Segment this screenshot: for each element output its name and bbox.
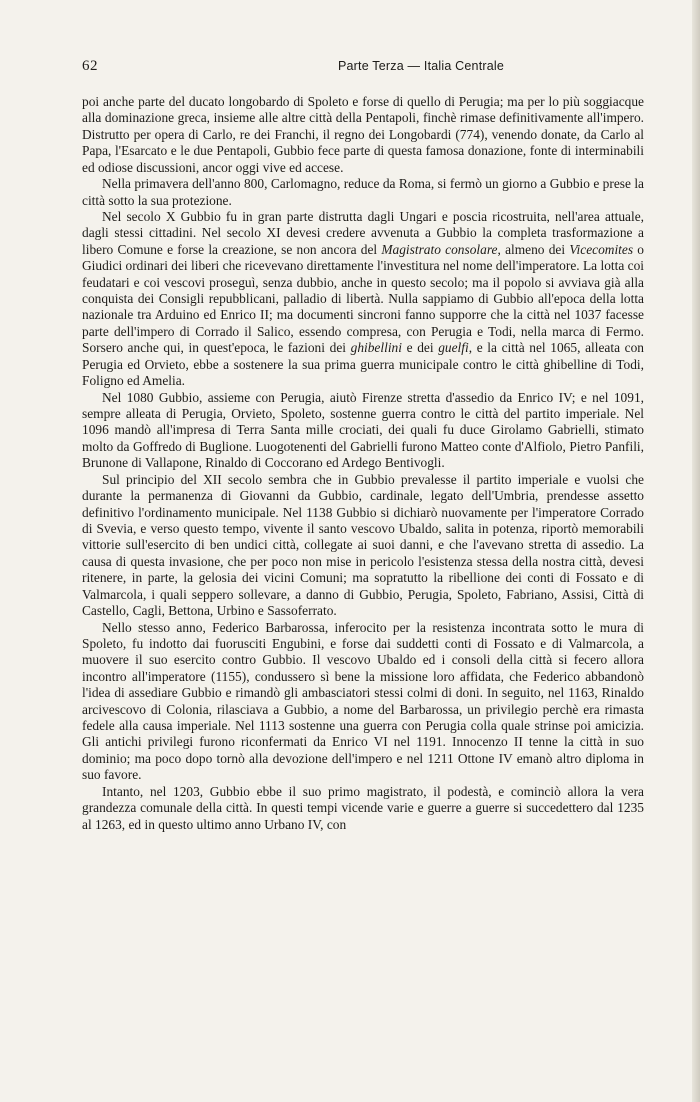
text-run: Nel 1080 Gubbio, assieme con Perugia, aiutò Firenze stretta d'assedio da Enrico IV; e nel 1091, sempre alleata di Perugia, Orvieto, Spoleto, sostenne guerra contro le città del partito imperiale. Nel 1096 mandò all'impresa di Terra Santa mille crociati, dei quali fu duce Girolamo Gabrielli, stimato molto da Goffredo di Buglione. Luogotenenti del Gabrielli furono Matteo conte d'Alfiolo, Pietro Panfili, Brunone di Vallapone, Rinaldo di Coccorano ed Ardego Bentivogli. [82, 389, 644, 471]
italic-text: Vicecomites [569, 241, 634, 257]
text-run: Nella primavera dell'anno 800, Carlomagno, reduce da Roma, si fermò un giorno a Gubbio e prese la città sotto la sua protezione. [82, 176, 644, 208]
text-run: Nello stesso anno, Federico Barbarossa, inferocito per la resistenza incontrata sotto le mura di Spoleto, fu indotto dai fuorusciti Engubini, e forse dai suddetti conti di Fossato e di Valmarcola, a muovere il suo esercito contro Gubbio. Il vescovo Ubaldo ed i consoli della città si fecero allora incontro all'imperatore (1155), condussero sì bene la missione loro affidata, che Federico abbandonò l'idea di assediare Gubbio e rimandò gli ambasciatori stessi colmi di doni. In seguito, nel 1163, Rinaldo arcivescovo di Colonia, rilasciava a Gubbio, a nome del Barbarossa, un privilegio perchè era rimasta fedele alla causa imperiale. Nel 1113 sostenne una guerra con Perugia colla quale strinse poi amicizia. Gli antichi privilegi furono riconfermati da Enrico VI nel 1191. Innocenzo II tenne la città in suo dominio; ma poco dopo tornò alla devozione dell'impero e nel 1211 Ottone IV emanò altro diploma in suo favore. [82, 619, 644, 783]
italic-text: Magistrato consolare [381, 241, 498, 257]
running-title: Parte Terza — Italia Centrale [337, 59, 505, 73]
text-run: o Giudici ordinari dei liberi che ricevevano direttamente l'investitura nel nome dell'imperatore. La lotta coi feudatari e coi vescovi proseguì, senza dubbio, anche in questo secolo; ma il popolo si avviava già alla conquista dei Consigli repubblicani, palladio di libertà. Nulla sappiamo di Gubbio all'epoca della lotta nazionale tra Arduino ed Enrico II; ma documenti sincroni fanno supporre che la città nel 1037 facesse parte dell'impero di Corrado il Salico, essendo compresa, con Perugia e Todi, nella marca di Fermo. Sorsero anche qui, in quest'epoca, le fazioni dei [82, 241, 645, 356]
italic-text: guelfi [438, 340, 469, 356]
running-head [82, 58, 650, 80]
paragraph [82, 176, 644, 209]
body-text [82, 94, 644, 833]
paragraph [82, 94, 644, 176]
paragraph [82, 620, 644, 784]
text-run: , almeno dei [497, 241, 570, 257]
text-run: Sul principio del XII secolo sembra che in Gubbio prevalesse il partito imperiale e vuolsi che durante la permanenza di Giovanni da Gubbio, cardinale, legato dell'Umbria, prendesse assetto definitivo l'ordinamento municipale. Nel 1138 Gubbio si dichiarò nuovamente per l'imperatore Corrado di Svevia, e verso questo tempo, vivente il santo vescovo Ubaldo, salita in potenza, riportò memorabili vittorie sull'esercito di ben undici città, collegate ai suoi danni, e che l'avevano stretta di assedio. La causa di questa invasione, che per poco non mise in pericolo l'esistenza stessa della nostra città, devesi ritenere, in parte, la gelosia dei vicini Comuni; ma sopratutto la ribellione dei conti di Fossato e di Valmarcola, i quali seppero sollevare, a danno di Gubbio, Perugia, Spoleto, Fabriano, Assisi, Città di Castello, Cagli, Bettona, Urbino e Sassoferrato. [82, 471, 644, 619]
text-run: , e la città nel 1065, alleata con Perugia ed Orvieto, ebbe a sostenere la sua prima guerra municipale contro le città ghibelline di Todi, Foligno ed Amelia. [82, 340, 644, 389]
text-run: poi anche parte del ducato longobardo di Spoleto e forse di quello di Perugia; ma per lo più soggiacque alla dominazione greca, insieme alle altre città della Pentapoli, finchè rimase definitivamente all'impero. Distrutto per opera di Carlo, re dei Franchi, il regno dei Longobardi (774), venendo donate, da Carlo al Papa, l'Esarcato e le due Pentapoli, Gubbio fece parte di questa famosa donazione, fonte di interminabili ed odiose discussioni, ancor oggi vive ed accese. [82, 94, 644, 175]
paragraph [82, 784, 644, 833]
page-number: 62 [82, 58, 98, 74]
text-run: Nel secolo X Gubbio fu in gran parte distrutta dagli Ungari e poscia ricostruita, nell'area attuale, dagli stessi cittadini. Nel secolo XI devesi credere avvenuta a Gubbio la completa trasformazione a libero Comune e forse la creazione, se non ancora del [82, 208, 644, 257]
text-run: Intanto, nel 1203, Gubbio ebbe il suo primo magistrato, il podestà, e cominciò allora la vera grandezza comunale della città. In questi tempi vicende varie e guerre a guerre si succedettero dal 1235 al 1263, ed in questo ultimo anno Urbano IV, con [82, 783, 644, 832]
paragraph [82, 472, 644, 620]
text-run: e dei [401, 340, 439, 356]
paragraph [82, 209, 644, 390]
page-edge [692, 0, 700, 1102]
italic-text: ghibellini [350, 340, 402, 356]
paragraph [82, 390, 644, 472]
